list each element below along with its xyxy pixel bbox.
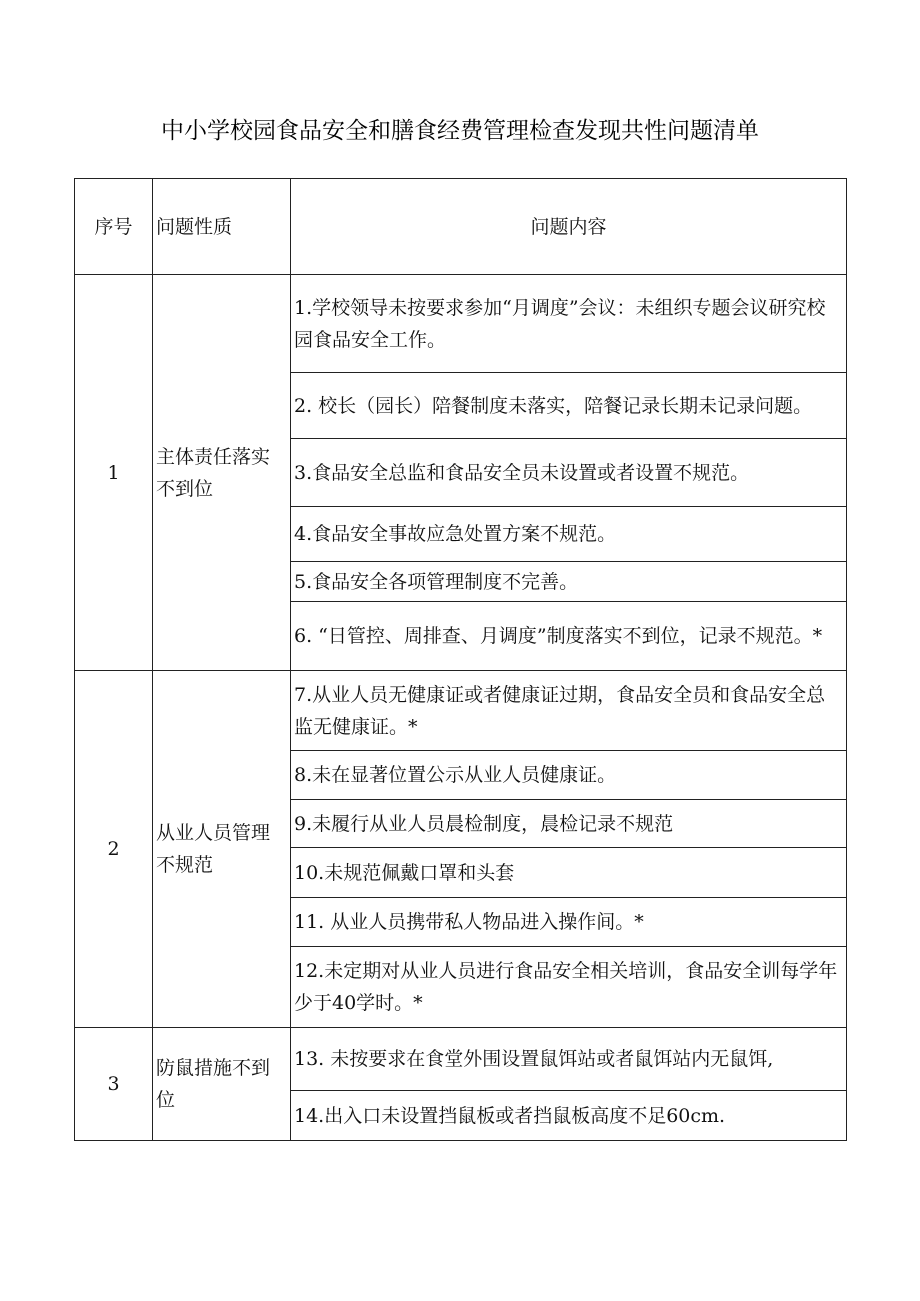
- group-nature: 主体责任落实不到位: [153, 275, 291, 671]
- issue-item: 1.学校领导未按要求参加“月调度”会议：未组织专题会议研究校园食品安全工作。: [291, 275, 847, 373]
- header-no: 序号: [75, 179, 153, 275]
- group-number: 3: [75, 1028, 153, 1141]
- document-title: 中小学校园食品安全和膳食经费管理检查发现共性问题清单: [161, 118, 759, 144]
- issue-item: 11. 从业人员携带私人物品进入操作间。*: [291, 898, 847, 947]
- issue-item: 6. “日管控、周排查、月调度”制度落实不到位，记录不规范。*: [291, 602, 847, 671]
- group-number: 1: [75, 275, 153, 671]
- header-content: 问题内容: [291, 179, 847, 275]
- issue-item: 4.食品安全事故应急处置方案不规范。: [291, 507, 847, 562]
- issue-item: 9.未履行从业人员晨检制度，晨检记录不规范: [291, 800, 847, 848]
- table-row: [75, 275, 847, 373]
- issues-table: [74, 178, 847, 1141]
- table-row: [75, 671, 847, 751]
- table-header-row: [75, 179, 847, 275]
- header-nature: 问题性质: [153, 179, 291, 275]
- group-number: 2: [75, 671, 153, 1028]
- group-nature: 防鼠措施不到位: [153, 1028, 291, 1141]
- issue-item: 10.未规范佩戴口罩和头套: [291, 848, 847, 898]
- issue-item: 12.未定期对从业人员进行食品安全相关培训，食品安全训每学年少于40学时。*: [291, 947, 847, 1028]
- issue-item: 7.从业人员无健康证或者健康证过期，食品安全员和食品安全总监无健康证。*: [291, 671, 847, 751]
- issue-item: 5.食品安全各项管理制度不完善。: [291, 562, 847, 602]
- issue-item: 8.未在显著位置公示从业人员健康证。: [291, 751, 847, 800]
- group-nature: 从业人员管理不规范: [153, 671, 291, 1028]
- issue-item: 2. 校长（园长）陪餐制度未落实，陪餐记录长期未记录问题。: [291, 373, 847, 439]
- table-row: [75, 1028, 847, 1091]
- issue-item: 3.食品安全总监和食品安全员未设置或者设置不规范。: [291, 439, 847, 507]
- issue-item: 13. 未按要求在食堂外围设置鼠饵站或者鼠饵站内无鼠饵,: [291, 1028, 847, 1091]
- issue-item: 14.出入口未设置挡鼠板或者挡鼠板高度不足60cm.: [291, 1091, 847, 1141]
